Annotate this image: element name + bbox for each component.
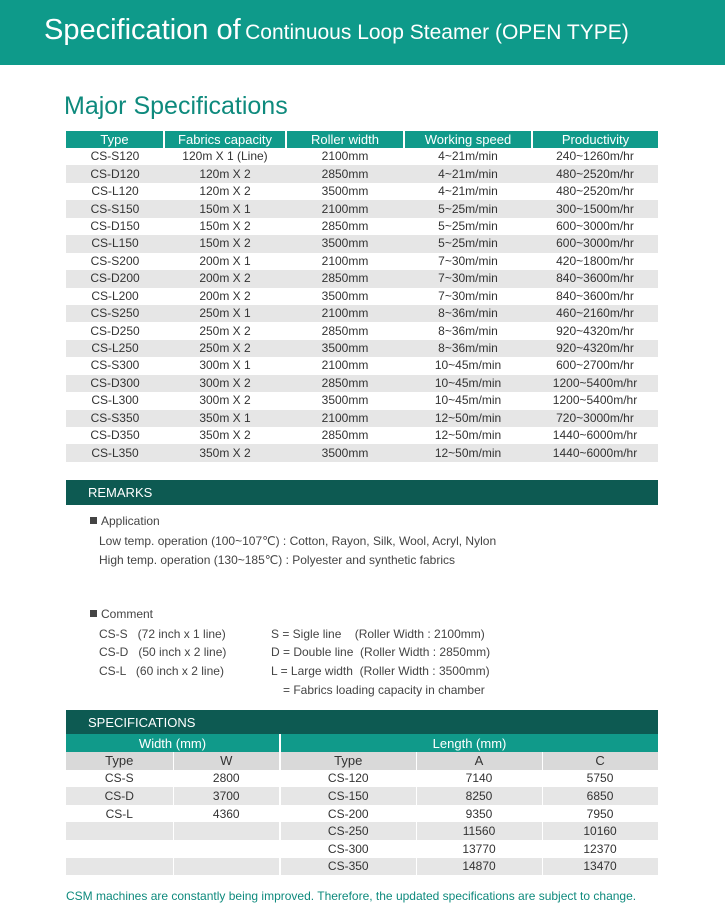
cell-fabrics-capacity: 120m X 1 (Line) xyxy=(182,149,268,164)
cell-type: CS-S200 xyxy=(90,253,140,268)
comment-left-line: CS-L (60 inch x 2 line) xyxy=(99,664,224,678)
cell-fabrics-capacity: 120m X 2 xyxy=(164,165,286,182)
cell-working-speed: 4~21m/min xyxy=(438,184,498,199)
comment-left-line: CS-D (50 inch x 2 line) xyxy=(99,645,227,659)
comment-right-line: S = Sigle line (Roller Width : 2100mm) xyxy=(271,627,485,641)
col-header-w: W xyxy=(173,752,280,770)
cell-length-type: CS-250 xyxy=(280,822,416,840)
cell-type: CS-D200 xyxy=(66,270,164,287)
cell-working-speed: 7~30m/min xyxy=(404,270,532,287)
cell-roller-width: 2850mm xyxy=(321,323,369,338)
cell-fabrics-capacity: 300m X 1 xyxy=(199,358,251,373)
square-bullet-icon xyxy=(90,517,97,524)
cell-working-speed: 8~36m/min xyxy=(404,340,532,357)
cell-type: CS-L120 xyxy=(91,184,139,199)
cell-fabrics-capacity: 350m X 2 xyxy=(164,444,286,461)
length-group-header: Length (mm) xyxy=(280,734,658,752)
comment-right-line: L = Large width (Roller Width : 3500mm) xyxy=(271,664,490,678)
cell-fabrics-capacity: 120m X 2 xyxy=(199,184,251,199)
cell-productivity: 920~4320m/hr xyxy=(532,340,658,357)
title-banner xyxy=(0,0,725,65)
table-row xyxy=(66,427,658,444)
cell-roller-width: 2850mm xyxy=(286,165,404,182)
width-group-header: Width (mm) xyxy=(66,734,280,752)
table-row xyxy=(66,787,658,805)
application-heading-text: Application xyxy=(101,514,160,528)
cell-working-speed: 10~45m/min xyxy=(434,358,502,373)
cell-productivity: 840~3600m/hr xyxy=(556,288,634,303)
cell-type: CS-S300 xyxy=(90,358,140,373)
table-row xyxy=(66,858,658,876)
cell-type: CS-S150 xyxy=(66,200,164,217)
spec-column-header-row xyxy=(66,752,658,770)
cell-type: CS-D150 xyxy=(90,218,140,233)
cell-working-speed: 10~45m/min xyxy=(404,375,532,392)
cell-length-type: CS-120 xyxy=(280,770,416,788)
cell-roller-width: 2850mm xyxy=(321,218,369,233)
cell-productivity: 240~1260m/hr xyxy=(556,149,634,164)
cell-working-speed: 4~21m/min xyxy=(404,165,532,182)
cell-fabrics-capacity: 350m X 1 xyxy=(164,410,286,427)
major-table-header-row xyxy=(66,131,658,148)
table-row xyxy=(66,200,658,217)
cell-working-speed: 8~36m/min xyxy=(404,305,532,322)
cell-roller-width: 2850mm xyxy=(286,270,404,287)
cell-a: 11560 xyxy=(416,822,542,840)
cell-type: CS-S350 xyxy=(66,410,164,427)
cell-fabrics-capacity: 150m X 2 xyxy=(164,235,286,252)
col-header-c: C xyxy=(542,752,658,770)
cell-c: 13470 xyxy=(542,858,658,876)
cell-working-speed: 5~25m/min xyxy=(438,218,498,233)
table-row xyxy=(66,305,658,322)
major-table-body xyxy=(66,148,658,462)
cell-productivity: 300~1500m/hr xyxy=(532,200,658,217)
col-header-productivity: Productivity xyxy=(532,131,658,148)
remarks-bar xyxy=(66,480,658,505)
cell-c: 5750 xyxy=(542,770,658,788)
col-header-fabrics-capacity: Fabrics capacity xyxy=(164,131,286,148)
cell-productivity: 1200~5400m/hr xyxy=(532,375,658,392)
table-row xyxy=(66,183,658,200)
cell-productivity: 460~2160m/hr xyxy=(532,305,658,322)
cell-width-type xyxy=(66,840,173,858)
cell-productivity: 920~4320m/hr xyxy=(556,323,634,338)
specifications-label: SPECIFICATIONS xyxy=(88,715,196,730)
cell-type: CS-L150 xyxy=(66,235,164,252)
comment-left-line: CS-S (72 inch x 1 line) xyxy=(99,627,226,641)
table-row xyxy=(66,253,658,270)
col-header-working-speed: Working speed xyxy=(404,131,532,148)
cell-roller-width: 2850mm xyxy=(321,428,369,443)
table-row xyxy=(66,235,658,252)
cell-c: 10160 xyxy=(542,822,658,840)
page-title xyxy=(44,14,629,47)
cell-type: CS-L300 xyxy=(91,393,139,408)
comment-heading-text: Comment xyxy=(101,607,154,621)
cell-roller-width: 2850mm xyxy=(286,375,404,392)
comment-right-line: D = Double line (Roller Width : 2850mm) xyxy=(271,645,491,659)
table-row xyxy=(66,148,658,165)
cell-working-speed: 12~50m/min xyxy=(404,444,532,461)
cell-c: 7950 xyxy=(542,805,658,823)
col-header-width-type: Type xyxy=(66,752,173,770)
cell-roller-width: 3500mm xyxy=(286,444,404,461)
cell-type: CS-S120 xyxy=(90,149,140,164)
cell-fabrics-capacity: 250m X 1 xyxy=(164,305,286,322)
page-title-sub: Continuous Loop Steamer (OPEN TYPE) xyxy=(245,21,629,44)
cell-working-speed: 4~21m/min xyxy=(438,149,498,164)
table-row xyxy=(66,357,658,374)
cell-working-speed: 12~50m/min xyxy=(404,410,532,427)
cell-roller-width: 3500mm xyxy=(286,235,404,252)
table-row xyxy=(66,410,658,427)
table-row xyxy=(66,444,658,461)
footer-note: CSM machines are constantly being improved. Therefore, the updated specifications are subject to change. xyxy=(66,889,637,903)
cell-a: 7140 xyxy=(416,770,542,788)
application-heading xyxy=(90,514,160,528)
major-specifications-heading: Major Specifications xyxy=(64,92,288,120)
cell-productivity: 840~3600m/hr xyxy=(532,270,658,287)
cell-roller-width: 2100mm xyxy=(286,410,404,427)
cell-type: CS-L200 xyxy=(91,288,139,303)
cell-a: 9350 xyxy=(416,805,542,823)
cell-w: 4360 xyxy=(173,805,280,823)
table-row xyxy=(66,375,658,392)
cell-fabrics-capacity: 150m X 1 xyxy=(164,200,286,217)
cell-fabrics-capacity: 200m X 2 xyxy=(164,270,286,287)
table-row xyxy=(66,340,658,357)
cell-productivity: 600~3000m/hr xyxy=(556,218,634,233)
table-row xyxy=(66,270,658,287)
cell-productivity: 1200~5400m/hr xyxy=(552,393,638,408)
cell-roller-width: 2100mm xyxy=(321,253,369,268)
col-header-roller-width: Roller width xyxy=(286,131,404,148)
cell-roller-width: 2100mm xyxy=(286,305,404,322)
cell-c: 12370 xyxy=(542,840,658,858)
cell-width-type xyxy=(66,822,173,840)
cell-fabrics-capacity: 250m X 2 xyxy=(199,323,251,338)
cell-productivity: 1440~6000m/hr xyxy=(532,444,658,461)
remarks-label: REMARKS xyxy=(88,485,153,500)
cell-fabrics-capacity: 200m X 1 xyxy=(199,253,251,268)
major-specifications-table xyxy=(66,131,658,462)
cell-working-speed: 5~25m/min xyxy=(404,235,532,252)
cell-fabrics-capacity: 350m X 2 xyxy=(199,428,251,443)
cell-length-type: CS-300 xyxy=(280,840,416,858)
comment-heading xyxy=(90,607,153,621)
cell-productivity: 480~2520m/hr xyxy=(532,165,658,182)
cell-productivity: 480~2520m/hr xyxy=(556,184,634,199)
cell-c: 6850 xyxy=(542,787,658,805)
cell-type: CS-L350 xyxy=(66,444,164,461)
cell-w xyxy=(173,822,280,840)
application-line: Low temp. operation (100~107℃) : Cotton, Rayon, Silk, Wool, Acryl, Nylon xyxy=(99,534,497,548)
cell-productivity: 720~3000m/hr xyxy=(532,410,658,427)
cell-fabrics-capacity: 300m X 2 xyxy=(199,393,251,408)
table-row xyxy=(66,805,658,823)
cell-productivity: 600~2700m/hr xyxy=(556,358,634,373)
cell-roller-width: 2100mm xyxy=(321,149,369,164)
cell-length-type: CS-350 xyxy=(280,858,416,876)
col-header-length-type: Type xyxy=(280,752,416,770)
table-row xyxy=(66,322,658,339)
spec-table-body xyxy=(66,752,658,875)
cell-type: CS-L250 xyxy=(66,340,164,357)
cell-working-speed: 7~30m/min xyxy=(438,253,498,268)
cell-type: CS-D300 xyxy=(66,375,164,392)
cell-a: 13770 xyxy=(416,840,542,858)
cell-type: CS-D120 xyxy=(66,165,164,182)
cell-w: 2800 xyxy=(173,770,280,788)
cell-width-type: CS-L xyxy=(66,805,173,823)
comment-right-line: = Fabrics loading capacity in chamber xyxy=(283,683,485,697)
cell-working-speed: 10~45m/min xyxy=(434,393,502,408)
cell-fabrics-capacity: 150m X 2 xyxy=(199,218,251,233)
application-line: High temp. operation (130~185℃) : Polyester and synthetic fabrics xyxy=(99,553,455,567)
table-row xyxy=(66,165,658,182)
cell-w xyxy=(173,840,280,858)
cell-width-type xyxy=(66,858,173,876)
cell-roller-width: 2100mm xyxy=(286,200,404,217)
cell-type: CS-D350 xyxy=(90,428,140,443)
spec-group-header-row xyxy=(66,734,658,752)
table-row xyxy=(66,288,658,305)
specifications-bar xyxy=(66,710,658,734)
cell-roller-width: 3500mm xyxy=(321,393,369,408)
table-row xyxy=(66,822,658,840)
table-row xyxy=(66,392,658,409)
cell-length-type: CS-150 xyxy=(280,787,416,805)
cell-width-type: CS-S xyxy=(66,770,173,788)
cell-type: CS-S250 xyxy=(66,305,164,322)
cell-width-type: CS-D xyxy=(66,787,173,805)
cell-length-type: CS-200 xyxy=(280,805,416,823)
cell-type: CS-D250 xyxy=(90,323,140,338)
cell-working-speed: 7~30m/min xyxy=(438,288,498,303)
col-header-type: Type xyxy=(66,131,164,148)
cell-roller-width: 3500mm xyxy=(286,340,404,357)
square-bullet-icon xyxy=(90,610,97,617)
cell-fabrics-capacity: 300m X 2 xyxy=(164,375,286,392)
cell-w xyxy=(173,858,280,876)
cell-roller-width: 3500mm xyxy=(321,184,369,199)
cell-roller-width: 2100mm xyxy=(321,358,369,373)
cell-a: 8250 xyxy=(416,787,542,805)
specifications-table xyxy=(66,734,659,875)
table-row xyxy=(66,770,658,788)
cell-roller-width: 3500mm xyxy=(321,288,369,303)
cell-working-speed: 5~25m/min xyxy=(404,200,532,217)
cell-fabrics-capacity: 200m X 2 xyxy=(199,288,251,303)
cell-a: 14870 xyxy=(416,858,542,876)
page-title-main: Specification of xyxy=(44,14,241,46)
cell-w: 3700 xyxy=(173,787,280,805)
cell-working-speed: 8~36m/min xyxy=(438,323,498,338)
cell-working-speed: 12~50m/min xyxy=(434,428,502,443)
table-row xyxy=(66,840,658,858)
cell-productivity: 1440~6000m/hr xyxy=(552,428,638,443)
col-header-a: A xyxy=(416,752,542,770)
table-row xyxy=(66,218,658,235)
cell-productivity: 420~1800m/hr xyxy=(556,253,634,268)
cell-productivity: 600~3000m/hr xyxy=(532,235,658,252)
cell-fabrics-capacity: 250m X 2 xyxy=(164,340,286,357)
